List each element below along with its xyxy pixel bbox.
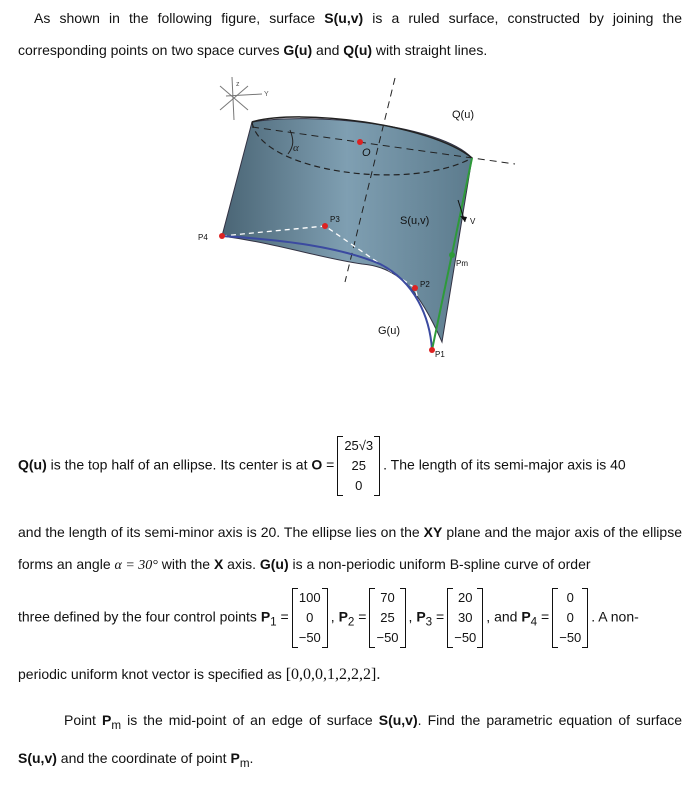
p4-vector: [552, 588, 588, 648]
final-text-e: .: [249, 749, 254, 766]
center-q: Q(u): [18, 456, 47, 473]
mid-text-d: axis.: [223, 556, 260, 572]
p1-y: 0: [306, 610, 314, 625]
p2-x: 70: [380, 590, 395, 605]
mid-xy: XY: [423, 524, 443, 540]
p1-x: 100: [298, 590, 321, 605]
center-vector: [337, 436, 380, 496]
p3-sub: 3: [425, 615, 433, 629]
knot-vector: [0,0,0,1,2,2,2].: [285, 666, 381, 683]
p2-z: −50: [376, 630, 399, 645]
center-line: [18, 436, 626, 496]
mid-alpha: α = 30°: [114, 558, 158, 573]
p3-vector: [447, 588, 483, 648]
intro-q: Q(u): [343, 42, 373, 58]
p2-sub: 2: [347, 615, 355, 629]
p4-sub: 4: [530, 615, 538, 629]
p2-label: P: [338, 608, 348, 625]
p1-vector: [292, 588, 328, 648]
mid-text-b: plane and the major axis of the ellipse forms an angle: [18, 524, 682, 572]
axis-triad: [220, 77, 262, 120]
point-pm: [449, 252, 455, 258]
final-paragraph: [18, 704, 682, 780]
p4-y: 0: [566, 610, 574, 625]
mid-text-e: is a non-periodic uniform B-spline curve of order: [288, 556, 591, 572]
p4-label: P: [521, 608, 531, 625]
label-v: V: [470, 217, 476, 226]
center-o: O: [311, 456, 323, 473]
center-point-o: [357, 139, 363, 145]
axis-y-label: Y: [264, 91, 269, 98]
p3-y: 30: [458, 610, 473, 625]
intro-text-c: and: [312, 42, 344, 58]
p3-z: −50: [454, 630, 477, 645]
intro-paragraph: [18, 2, 682, 66]
point-p2: [412, 285, 418, 291]
cp-text-a: three defined by the four control points: [18, 608, 261, 625]
p1-z: −50: [298, 630, 321, 645]
surface-body: [222, 119, 472, 342]
intro-text-a: As shown in the following figure, surface: [34, 10, 325, 26]
center-z: 0: [355, 478, 363, 493]
final-text-b: is the mid-point of an edge of surface: [121, 712, 379, 728]
middle-paragraph: [18, 516, 682, 582]
p4-z: −50: [559, 630, 582, 645]
knot-line: [18, 666, 380, 684]
final-text-d: and the coordinate of point: [56, 749, 231, 766]
p3-x: 20: [458, 590, 473, 605]
final-pm2: P: [230, 749, 240, 766]
final-pm: P: [101, 712, 112, 728]
point-p3: [322, 223, 328, 229]
knot-text: periodic uniform knot vector is specified as: [18, 666, 286, 682]
ruled-surface-figure: [190, 72, 530, 372]
final-pm2-sub: m: [239, 756, 250, 770]
label-pm: Pm: [456, 259, 468, 268]
intro-s: S(u,v): [324, 10, 364, 26]
center-text-b: . The length of its semi-major axis is 40: [383, 456, 626, 473]
final-pm-sub: m: [111, 718, 122, 732]
center-eq: =: [322, 456, 335, 473]
mid-x: X: [213, 556, 224, 572]
final-s2: S(u,v): [18, 749, 57, 766]
mid-g: G(u): [259, 556, 289, 572]
label-qu: Q(u): [452, 109, 474, 121]
label-gu: G(u): [378, 325, 400, 337]
label-p1: P1: [435, 350, 445, 359]
label-p2: P2: [420, 280, 430, 289]
p1-sub: 1: [270, 615, 277, 629]
final-text-c: . Find the parametric equation of surface: [417, 712, 683, 728]
p3-label: P: [416, 608, 426, 625]
final-text-a: Point: [64, 712, 102, 728]
label-p3: P3: [330, 215, 340, 224]
p2-y: 25: [380, 610, 395, 625]
intro-text-d: with straight lines.: [372, 42, 488, 58]
label-o: O: [362, 147, 371, 159]
mid-text-a: and the length of its semi-minor axis is 20. The ellipse lies on the: [18, 524, 424, 540]
intro-g: G(u): [283, 42, 313, 58]
final-s: S(u,v): [378, 712, 418, 728]
intro-text-b: is a ruled surface, constructed by joining the corresponding points on two space curves: [18, 10, 682, 58]
label-p4: P4: [198, 233, 208, 242]
p2-vector: [369, 588, 405, 648]
p1-label: P: [260, 608, 271, 625]
point-p4: [219, 233, 225, 239]
label-alpha: α: [293, 142, 299, 154]
cp-text-b: . A non-: [591, 608, 639, 625]
label-suv: S(u,v): [400, 215, 430, 227]
control-points-line: three defined by the four control points $P_1$ = 100 0 −50 , $P_2$ = 70 25 −50 , $P_3$ = 20 30 −50 , and $P_4$ = 0 0 −50 . A non-: [18, 588, 639, 648]
cp-and: , and: [486, 608, 522, 625]
mid-text-c: with the: [157, 556, 214, 572]
axis-z-label: z: [236, 81, 240, 88]
p4-x: 0: [566, 590, 574, 605]
center-x: 25√3: [344, 438, 374, 453]
center-text-a: is the top half of an ellipse. Its center is at: [46, 456, 312, 473]
center-y: 25: [351, 458, 366, 473]
